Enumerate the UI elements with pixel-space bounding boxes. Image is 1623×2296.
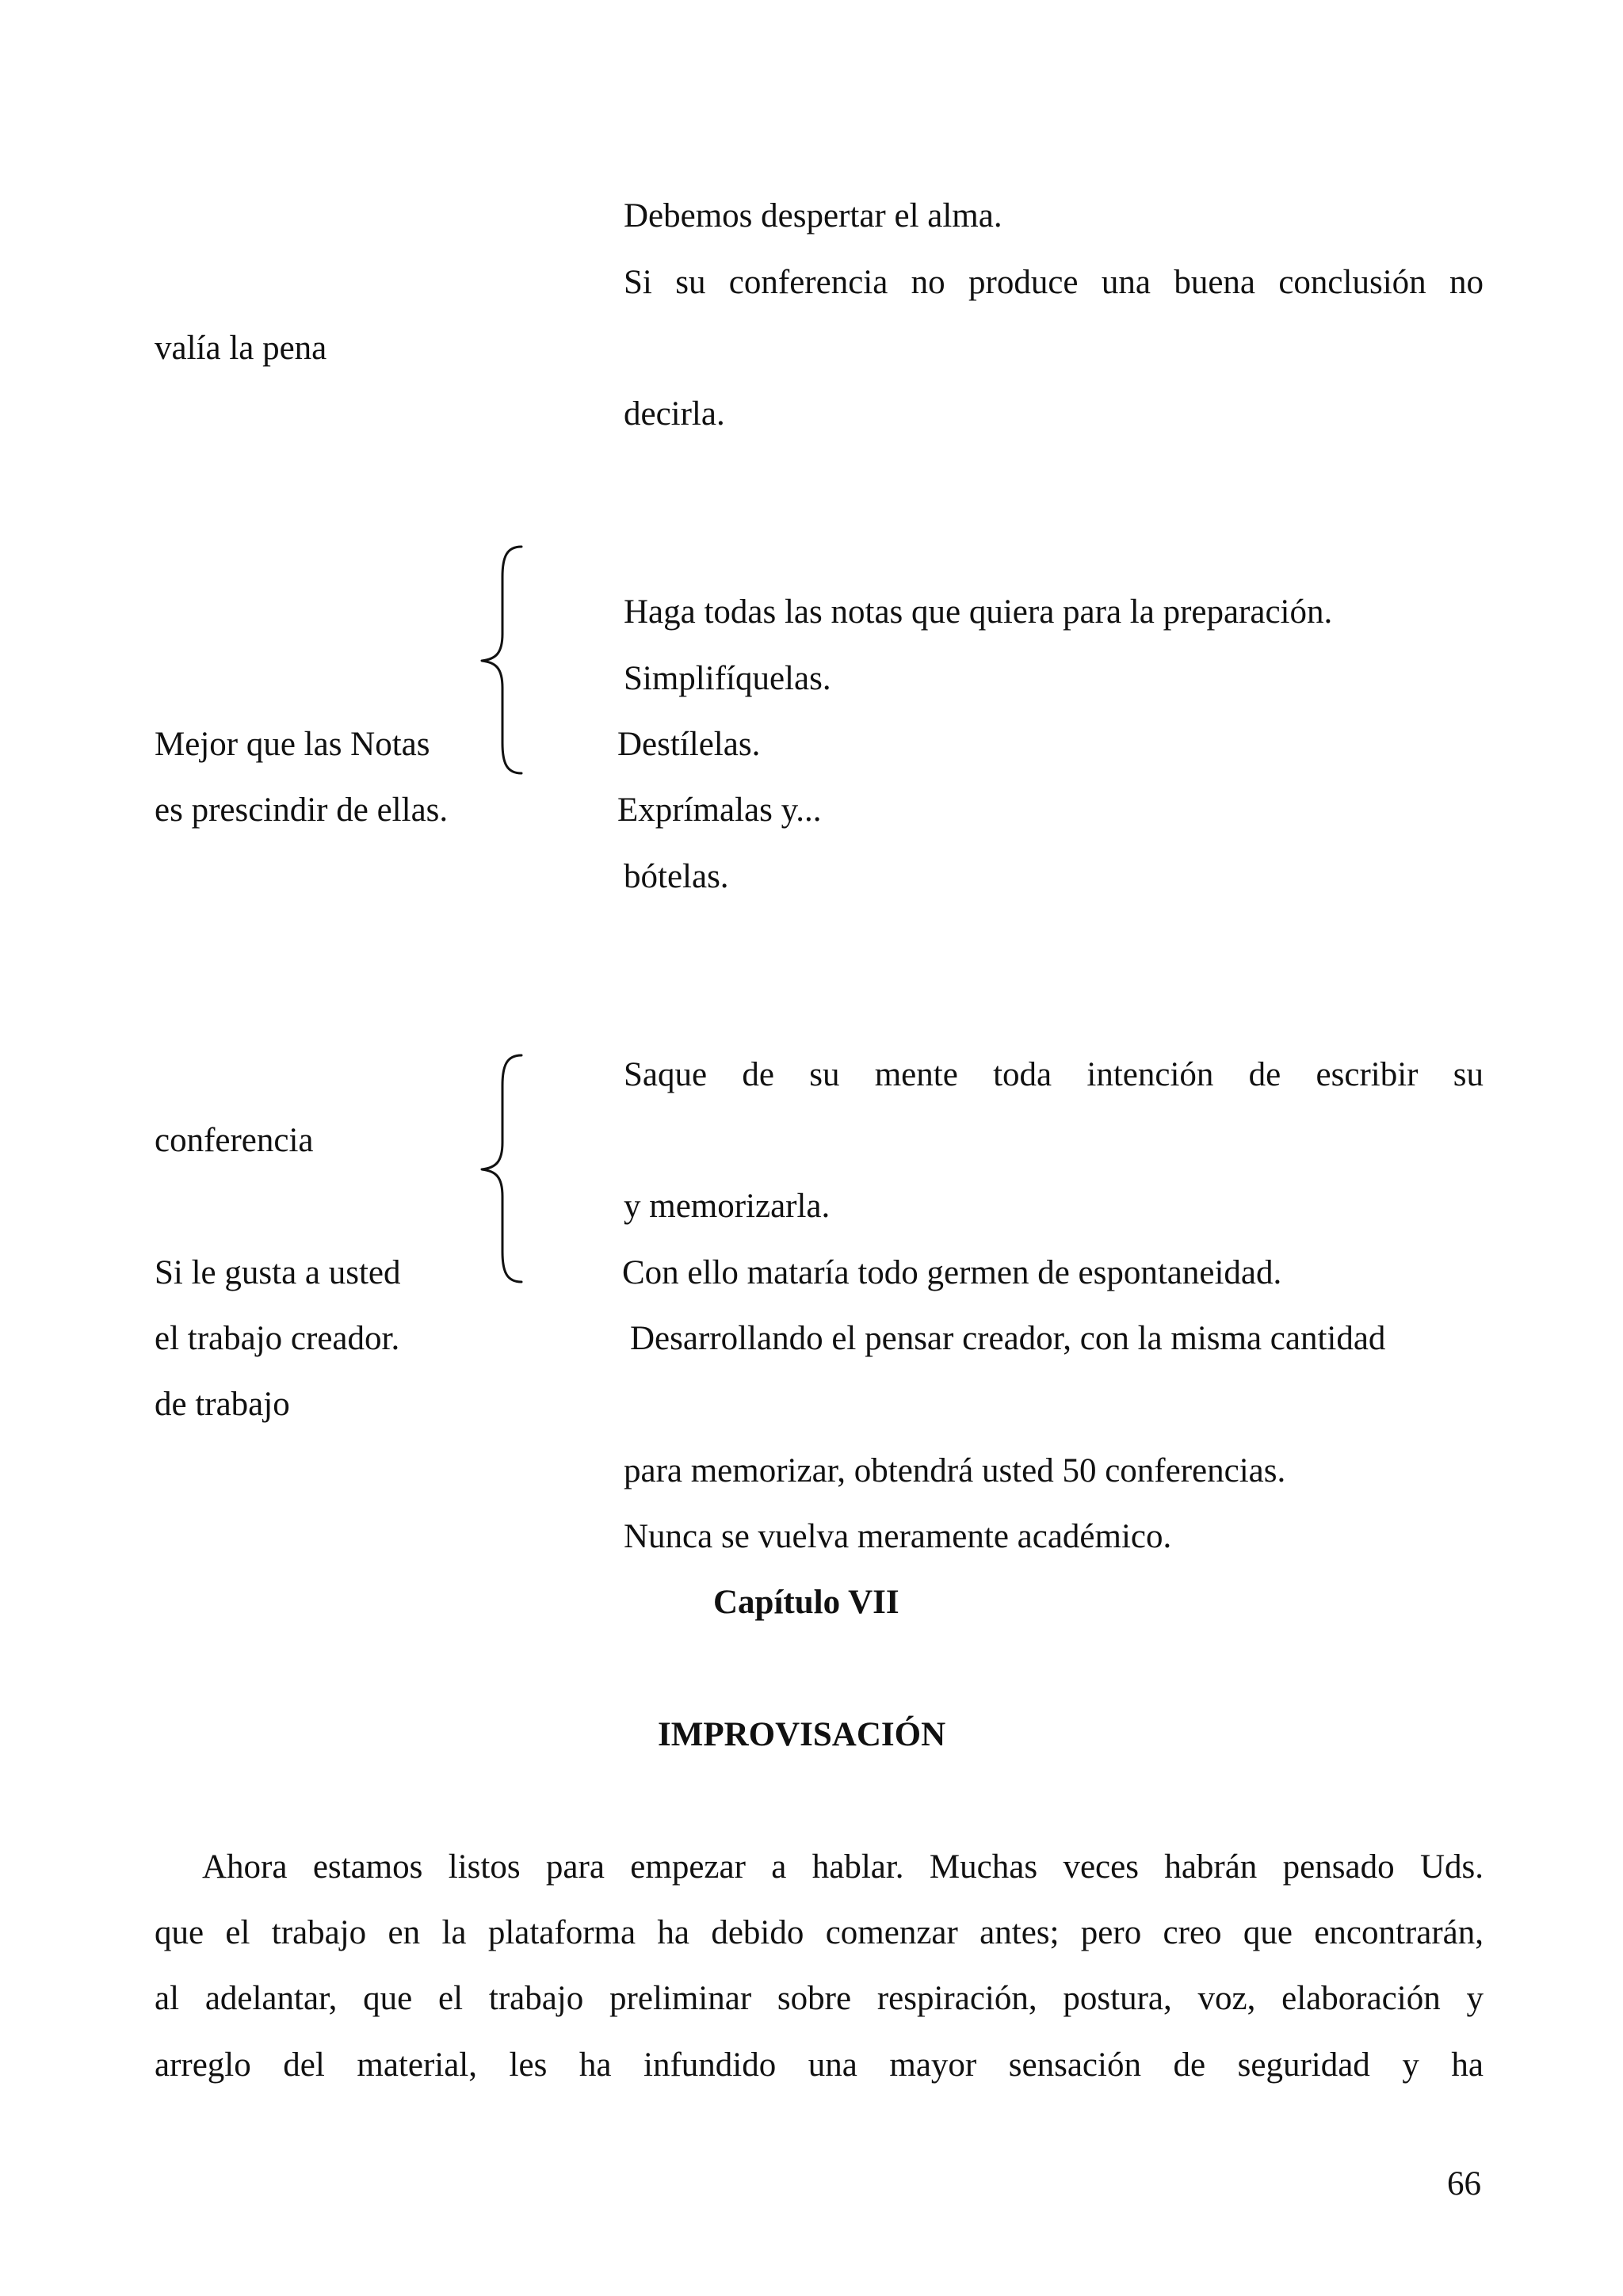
text-line: conferencia bbox=[155, 1122, 314, 1159]
text-line: y memorizarla. bbox=[624, 1188, 831, 1225]
text-line: Si su conferencia no produce una buena conclusión no bbox=[624, 264, 1484, 301]
text-line: decirla. bbox=[624, 395, 725, 433]
text-line: Mejor que las Notas bbox=[155, 726, 430, 763]
text-line: Simplifíquelas. bbox=[624, 660, 831, 697]
text-line: bótelas. bbox=[624, 858, 729, 895]
text-line: Con ello mataría todo germen de espontaneidad. bbox=[622, 1254, 1282, 1291]
curly-brace bbox=[475, 545, 523, 775]
curly-brace bbox=[475, 1054, 523, 1283]
paragraph-line: al adelantar, que el trabajo preliminar sobre respiración, postura, voz, elaboración y bbox=[155, 1980, 1484, 2017]
text-line: el trabajo creador. bbox=[155, 1320, 400, 1357]
paragraph-line: que el trabajo en la plataforma ha debido comenzar antes; pero creo que encontrarán, bbox=[155, 1914, 1484, 1951]
paragraph-line: arreglo del material, les ha infundido una mayor sensación de seguridad y ha bbox=[155, 2046, 1484, 2084]
text-line: es prescindir de ellas. bbox=[155, 791, 449, 829]
text-line: Saque de su mente toda intención de escribir su bbox=[624, 1056, 1484, 1093]
paragraph-line: Ahora estamos listos para empezar a hablar. Muchas veces habrán pensado Uds. bbox=[202, 1848, 1484, 1886]
chapter-number: Capítulo VII bbox=[713, 1584, 899, 1621]
text-line: Exprímalas y... bbox=[617, 791, 822, 829]
text-line: para memorizar, obtendrá usted 50 conferencias. bbox=[624, 1452, 1286, 1489]
page-number: 66 bbox=[1447, 2165, 1481, 2203]
text-line: Debemos despertar el alma. bbox=[624, 197, 1002, 235]
text-line: valía la pena bbox=[155, 330, 327, 367]
text-line: Desarrollando el pensar creador, con la misma cantidad bbox=[630, 1320, 1386, 1357]
text-line: Haga todas las notas que quiera para la preparación. bbox=[624, 593, 1333, 631]
text-line: Si le gusta a usted bbox=[155, 1254, 401, 1291]
text-line: Nunca se vuelva meramente académico. bbox=[624, 1518, 1172, 1555]
text-line: de trabajo bbox=[155, 1386, 290, 1423]
text-line: Destílelas. bbox=[617, 726, 761, 763]
chapter-title: IMPROVISACIÓN bbox=[658, 1716, 946, 1753]
